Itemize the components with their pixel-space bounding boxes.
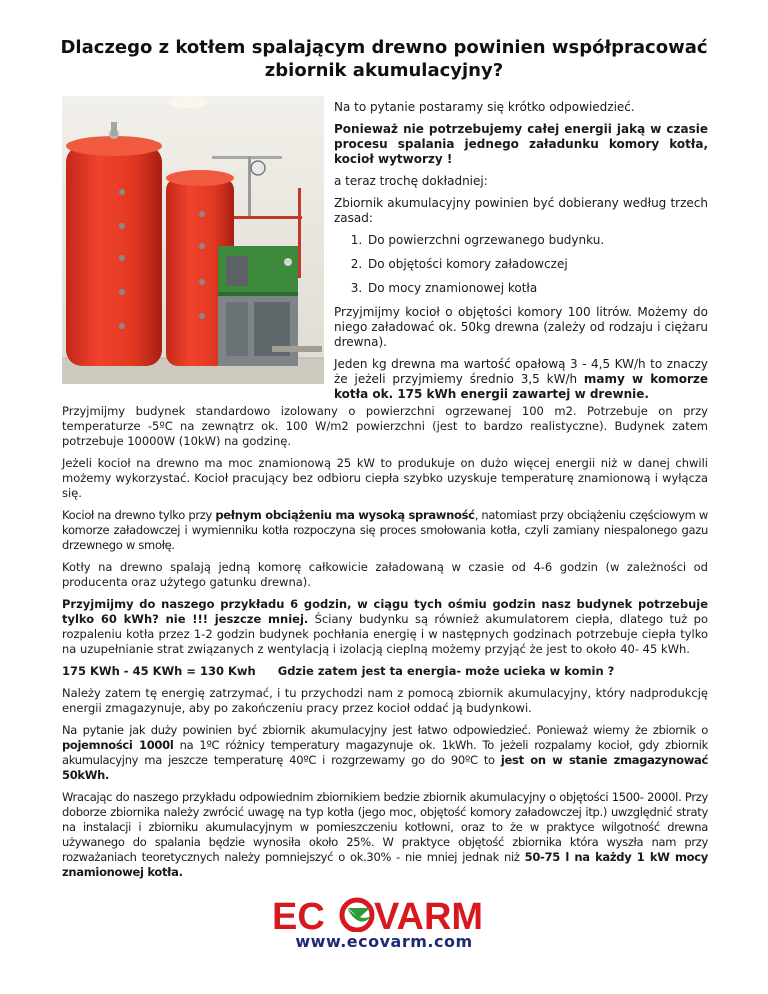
intro-paragraph: Na to pytanie postaramy się krótko odpowiedzieć. bbox=[334, 100, 635, 114]
intro-column bbox=[334, 100, 708, 409]
text-span: Na pytanie jak duży powinien być zbiornik akumulacyjny jest łatwo odpowiedzieć. Ponieważ wiemy że zbiornik o bbox=[62, 723, 708, 737]
intro-paragraph bbox=[334, 357, 708, 402]
list-item: 1. Do powierzchni ogrzewanego budynku. bbox=[366, 233, 708, 248]
bold-span: jest on w stanie zmagazynować 50kWh. bbox=[62, 753, 708, 782]
website-url[interactable]: www.ecovarm.com bbox=[295, 932, 473, 951]
bold-span: mamy w komorze kotła ok. 175 kWh energii zawartej w drewnie. bbox=[334, 372, 708, 401]
logo-text-right: VARM bbox=[374, 896, 484, 932]
body-paragraph bbox=[62, 723, 708, 783]
text-span: , natomiast przy obciążeniu częściowym w komorze załadowczej i wymienniku kotła rozpoczyna się proces smołowania kotła, czyli zamiany niespalonego gazu drzewnego w smołę. bbox=[62, 508, 708, 552]
bold-span: 50-75 l na każdy 1 kW mocy znamionowej kotła. bbox=[62, 850, 708, 879]
body-paragraph bbox=[62, 597, 708, 657]
intro-bold-answer bbox=[334, 122, 708, 167]
body-paragraph: Należy zatem tę energię zatrzymać, i tu przychodzi nam z pomocą zbiornik akumulacyjny, który nadprodukcję energii zmagazynuje, aby po zakończeniu pracy przez kocioł oddać ją budynkowi. bbox=[62, 686, 708, 715]
bold-span: Przyjmijmy do naszego przykładu 6 godzin, w ciągu tych ośmiu godzin nasz budynek potrzebuje tylko 60 kWh? nie !!! jeszcze mniej. bbox=[62, 597, 708, 626]
intro-bold-text: Ponieważ nie potrzebujemy całej energii jaką w czasie procesu spalania jednego załadunku komory kotła, kocioł wytworzy ! bbox=[334, 122, 708, 166]
body-paragraph: Kotły na drewno spalają jedną komorę całkowicie załadowaną w czasie od 4-6 godzin (w zależności od producenta oraz użytego gatunku drewna). bbox=[62, 560, 708, 589]
intro-paragraph: a teraz trochę dokładniej: bbox=[334, 174, 488, 188]
body-paragraph: Jeżeli kocioł na drewno ma moc znamionową 25 kW to produkuje on dużo więcej energii niż w danej chwili możemy wykorzystać. Kocioł pracujący bez odbioru ciepła szybko uzyskuje temperaturę znamionową i wyłącza się. bbox=[62, 456, 708, 500]
text-span: Jeden kg drewna ma wartość opałową 3 - 4,5 KW/h to znaczy że jeżeli przyjmiemy średnio 3,5 kW/h bbox=[334, 357, 708, 386]
body-paragraph: Przyjmijmy budynek standardowo izolowany o powierzchni ogrzewanej 100 m2. Potrzebuje on przy temperaturze -5ºC na zewnątrz ok. 100 W/m2 powierzchni (jest to bardzo realistyczne). Budynek zatem potrzebuje 10000W (10kW) na godzinę. bbox=[62, 404, 708, 448]
body-paragraph bbox=[62, 508, 708, 553]
logo-text-left: EC bbox=[272, 896, 325, 932]
list-item: 3. Do mocy znamionowej kotła bbox=[366, 281, 708, 296]
rules-list bbox=[334, 233, 708, 296]
energy-calculation-row bbox=[62, 664, 708, 679]
logo-graphic bbox=[272, 896, 496, 932]
text-span: na 1ºC różnicy temperatury magazynuje ok. 1kWh. To jeżeli rozpalamy kocioł, gdy zbiornik akumulacyjny ma jeszcze temperaturę 40ºC i rozgrzewamy go do 90ºC to bbox=[62, 738, 708, 767]
list-item: 2. Do objętości komory załadowczej bbox=[366, 257, 708, 272]
page-title: Dlaczego z kotłem spalającym drewno powinien współpracować zbiornik akumulacyjny? bbox=[60, 37, 708, 81]
bold-span: pojemności 1000l bbox=[62, 738, 174, 752]
boiler-room-photo bbox=[62, 96, 324, 384]
intro-paragraph: Przyjmijmy kocioł o objętości komory 100 litrów. Możemy do niego załadować ok. 50kg drewna (zależy od rodzaju i ciężaru drewna). bbox=[334, 305, 708, 349]
boiler-room-illustration bbox=[62, 96, 324, 384]
ecovarm-logo bbox=[272, 896, 496, 932]
energy-calculation: 175 KWh - 45 KWh = 130 Kwh bbox=[62, 664, 256, 678]
bold-span: pełnym obciążeniu ma wysoką sprawność bbox=[215, 508, 475, 522]
leaf-icon bbox=[342, 900, 372, 930]
body-text bbox=[62, 404, 708, 887]
text-span: Wracając do naszego przykładu odpowiednim zbiornikiem bedzie zbiornik akumulacyjny o objętości 1500- 2000l. Przy doborze zbiornika należy zwrócić uwagę na typ kotła (jego moc, objętość komory załadowczej itp.) uwzględnić straty na instalacji i zbiorniku akumulacyjnym w pomieszczeniu kotłowni, oraz to że w praktyce wilgotność drewna używanego do spalania będzie wynosiła około 25%. W praktyce objętość zbiornika która wyszła nam przy rozważaniach teoretycznych należy pomniejszyć o ok.30% - nie mniej jednak niż bbox=[62, 790, 708, 864]
intro-paragraph: Zbiornik akumulacyjny powinien być dobierany według trzech zasad: bbox=[334, 196, 708, 225]
text-span: Kocioł na drewno tylko przy bbox=[62, 508, 216, 522]
energy-question: Gdzie zatem jest ta energia- może ucieka w komin ? bbox=[277, 664, 615, 678]
text-span: Ściany budynku są również akumulatorem ciepła, dlatego tuż po rozpaleniu kotła przez 1-2 godzin budynek pochłania energię i w następnych godzinach potrzebuje ciepła tylko na uzupełnianie strat związanych z wentylacją i izolacją cieplną możemy przyjąć że jest to około 40- 45 kWh. bbox=[62, 612, 709, 656]
body-paragraph bbox=[62, 790, 708, 880]
